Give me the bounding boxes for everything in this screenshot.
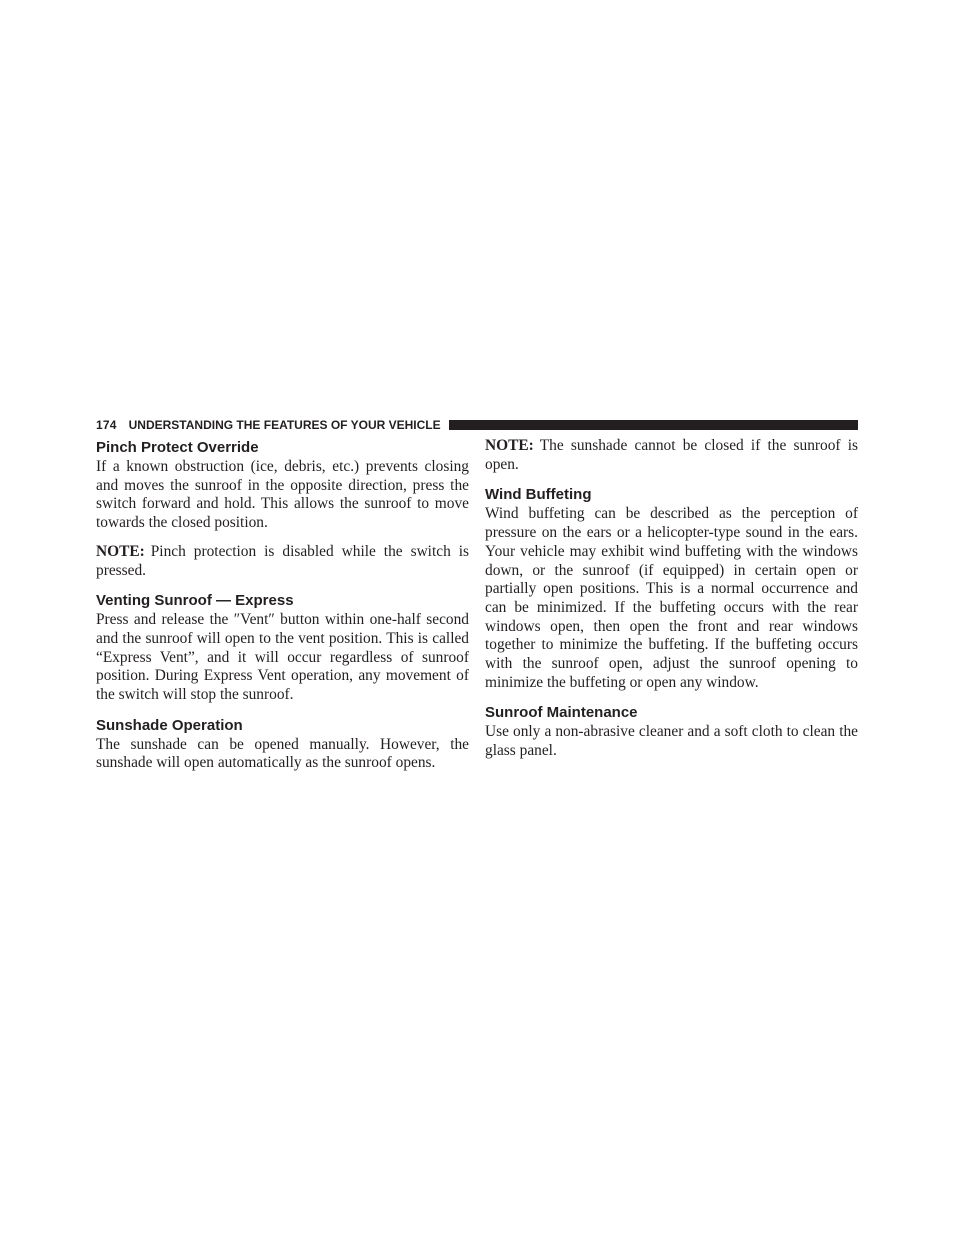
pinch-protect-body: If a known obstruction (ice, debris, etc.) prevents closing and moves the sunroof in the opposite direction, press the switch forward and hold. This allows the sunroof to move towards the closed position. — [96, 458, 469, 532]
wind-buffeting-body: Wind buffeting can be described as the perception of pressure on the ears or a helicopter-type sound in the ears. Your vehicle may exhibit wind buffeting with the windows down, or the sunroof (if equipped) in certain open or partially open positions. This is a normal occurrence and can be minimized. If the buffeting occurs with the rear windows open, then open the front and rear windows together to minimize the buffeting. If the buffeting occurs with the sunroof open, adjust the sunroof opening to minimize the buffeting or open any window. — [485, 505, 858, 691]
pinch-protect-note — [96, 543, 469, 580]
right-column — [485, 437, 858, 771]
note-text: Pinch protection is disabled while the switch is pressed. — [96, 542, 469, 579]
sunroof-maintenance-body: Use only a non-abrasive cleaner and a soft cloth to clean the glass panel. — [485, 723, 858, 760]
venting-sunroof-heading: Venting Sunroof — Express — [96, 592, 294, 610]
pinch-protect-heading: Pinch Protect Override — [96, 439, 259, 456]
note-label: NOTE: — [96, 542, 145, 560]
venting-sunroof-body: Press and release the ″Vent″ button within one-half second and the sunroof will open to the vent position. This is called “Express Vent”, and it will occur regardless of sunroof position. During Express Vent operation, any movement of the switch will stop the sunroof. — [96, 611, 469, 704]
note-label: NOTE: — [485, 437, 534, 454]
note-text: The sunshade cannot be closed if the sunroof is open. — [485, 437, 858, 473]
sunshade-note — [485, 437, 858, 474]
running-head: UNDERSTANDING THE FEATURES OF YOUR VEHICLE — [128, 418, 441, 432]
page-header — [96, 418, 858, 432]
sunshade-operation-heading: Sunshade Operation — [96, 716, 243, 734]
page-number: 174 — [96, 418, 117, 432]
header-rule-bar — [449, 420, 858, 430]
sunshade-operation-body: The sunshade can be opened manually. However, the sunshade will open automatically as the sunroof opens. — [96, 735, 469, 772]
left-column — [96, 437, 469, 783]
sunroof-maintenance-heading: Sunroof Maintenance — [485, 704, 638, 722]
wind-buffeting-heading: Wind Buffeting — [485, 486, 592, 504]
